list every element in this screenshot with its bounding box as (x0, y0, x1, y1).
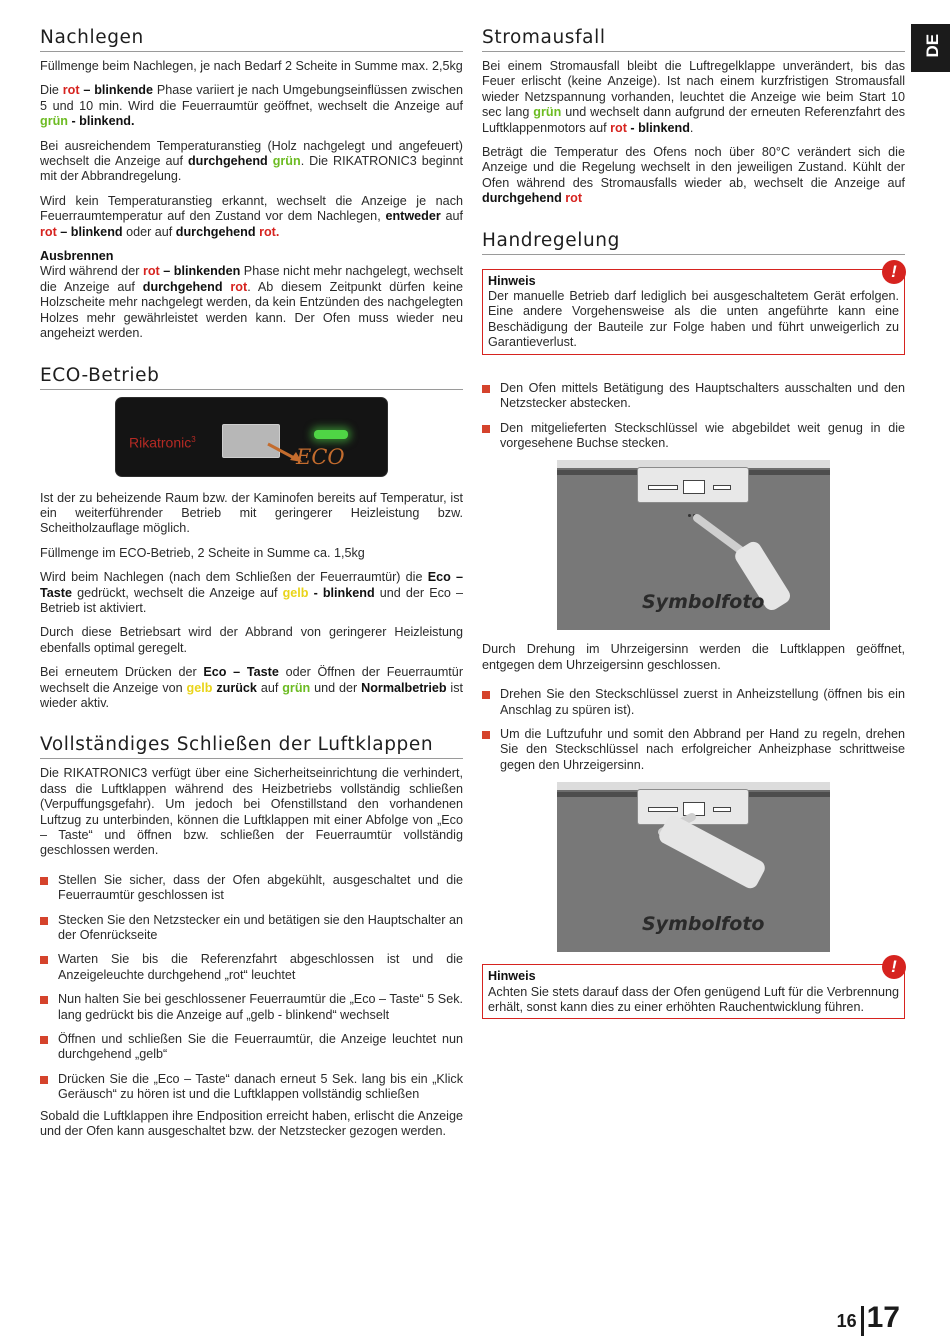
status-led (314, 430, 348, 439)
heading-eco: ECO-Betrieb (40, 364, 463, 390)
eco-label: ECO (296, 444, 345, 469)
key-turned-photo (557, 782, 830, 952)
subheading-ausbrennen: Ausbrennen (40, 249, 114, 264)
hand-steps-1 (482, 381, 905, 452)
right-column (482, 26, 905, 1033)
heading-handregelung: Handregelung (482, 229, 905, 255)
eco-p1: Ist der zu beheizende Raum bzw. der Kaminofen bereits auf Temperatur, ist ein weiterführender Betrieb mit geringerer Heizleistung bzw. Scheitholzauflage möglich. (40, 490, 463, 536)
hint-title: Hinweis (488, 969, 536, 984)
warning-icon: ! (882, 260, 906, 284)
eco-p5: Bei erneutem Drücken der Eco – Taste oder Öffnen der Feuerraumtür wechselt die Anzeige von gelb zurück auf grün und der Normalbetrieb ist wieder aktiv. (40, 665, 464, 710)
luftklappen-p1: Die RIKATRONIC3 verfügt über eine Sicherheitseinrichtung die verhindert, dass die Luftklappen während des Heizbetriebs vollständig schließen (Verpuffungsgefahr). Um jedoch bei Ofenstillstand den vorhandenen Luftzug zu unterbinden, können die Luftklappen mit einer Abfolge von „Eco – Taste“ und öffnen bzw. schließen der Feuerraumtür vollständig geschlossen werden. (40, 766, 463, 858)
hand-steps-2 (482, 687, 905, 773)
heading-stromausfall: Stromausfall (482, 26, 905, 52)
list-item: Um die Luftzufuhr und somit den Abbrand per Hand zu regeln, drehen Sie den Steckschlüssel nach erfolgreicher Anheizphase schrittweise gegen den Uhrzeigersinn. (482, 727, 905, 773)
eco-p2: Füllmenge im ECO-Betrieb, 2 Scheite in Summe ca. 1,5kg (40, 545, 365, 560)
list-item: Öffnen und schließen Sie die Feuerraumtür, die Anzeige leuchtet nun durchgehend „gelb“ (40, 1032, 463, 1063)
heading-nachlegen: Nachlegen (40, 26, 463, 52)
photo-label: Symbolfoto (642, 590, 765, 613)
eco-p3: Wird beim Nachlegen (nach dem Schließen der Feuerraumtür) die Eco – Taste gedrückt, wechselt die Anzeige auf gelb - blinkend und der Eco – Betrieb ist aktiviert. (40, 570, 464, 615)
warning-icon: ! (882, 955, 906, 979)
photo-label: Symbolfoto (642, 912, 765, 935)
nachlegen-p1: Füllmenge beim Nachlegen, je nach Bedarf 2 Scheite in Summe max. 2,5kg (40, 59, 463, 73)
list-item: Drehen Sie den Steckschlüssel zuerst in Anheizstellung (öffnen bis ein Anschlag zu spüren ist). (482, 687, 905, 718)
hint-box (482, 261, 905, 355)
hint-text: Der manuelle Betrieb darf lediglich bei ausgeschaltetem Gerät erfolgen. Eine andere Vorgehensweise als die unten angeführte kann eine Beschädigung der Bauteile zur Folge haben und führt unweigerlich zu Garantieverlust. (488, 289, 899, 350)
list-item: Den Ofen mittels Betätigung des Hauptschalters ausschalten und den Netzstecker abstecken. (482, 381, 905, 412)
list-item: Stecken Sie den Netzstecker ein und betätigen sie den Hauptschalter an der Ofenrückseite (40, 913, 463, 944)
list-item: Den mitgelieferten Steckschlüssel wie abgebildet weit genug in die vorgesehene Buchse stecken. (482, 421, 905, 452)
hint-box (482, 957, 905, 1019)
list-item: Nun halten Sie bei geschlossener Feuerraumtür die „Eco – Taste“ 5 Sek. lang gedrückt bis die Anzeige auf „gelb - blinkend“ wechselt (40, 992, 463, 1023)
hint-text: Achten Sie stets darauf dass der Ofen genügend Luft für die Verbrennung erhält, sonst kann dies zu einer erhöhten Rauchentwicklung führen. (488, 984, 899, 1014)
luftklappen-steps (40, 873, 463, 1103)
left-column (40, 26, 463, 1149)
page-number: 16 17 (836, 1301, 900, 1334)
hand-p1: Durch Drehung im Uhrzeigersinn werden die Luftklappen geöffnet, entgegen dem Uhrzeigersinn geschlossen. (482, 642, 905, 672)
nachlegen-p4: Wird kein Temperaturanstieg erkannt, wechselt die Anzeige je nach Feuerraumtemperatur auf den Zustand vor dem Nachlegen, entweder auf rot – blinkend oder auf durchgehend rot. (40, 193, 463, 239)
eco-p4: Durch diese Betriebsart wird der Abbrand von geringerer Heizleistung ebenfalls optimal geregelt. (40, 625, 463, 655)
nachlegen-p3: Bei ausreichendem Temperaturanstieg (Holz nachgelegt und angefeuert) wechselt die Anzeige auf durchgehend grün. Die RIKATRONIC3 beginnt mit der Abbrandregelung. (40, 138, 464, 184)
language-tab: DE (911, 24, 950, 72)
heading-luftklappen: Vollständiges Schließen der Luftklappen (40, 733, 463, 759)
list-item: Warten Sie bis die Referenzfahrt abgeschlossen ist und die Anzeigeleuchte durchgehend „rot“ leuchtet (40, 952, 463, 983)
ausbrennen-p: Wird während der rot – blinkenden Phase nicht mehr nachgelegt, wechselt die Anzeige auf durchgehend rot. Ab diesem Zeitpunkt dürfen keine Holzscheite mehr nachgelegt werden, da kein Entzünden des nachgelegten Holzes mehr gewährleistet werden kann. Der Ofen muss wieder neu angeheizt werden. (40, 264, 463, 341)
strom-p2: Beträgt die Temperatur des Ofens noch über 80°C verändert sich die Anzeige und die Regelung wechselt in den jeweiligen Zustand. Kühlt der Ofen während des Stromausfalls wieder ab, wechselt die Anzeige auf durchgehend rot (482, 145, 905, 206)
key-insert-photo (557, 460, 830, 630)
hint-title: Hinweis (488, 273, 536, 288)
list-item: Drücken Sie die „Eco – Taste“ danach erneut 5 Sek. lang bis ein „Klick Geräusch“ zu hören ist und die Luftklappen vollständig schließen (40, 1072, 463, 1103)
list-item: Stellen Sie sicher, dass der Ofen abgekühlt, ausgeschaltet und die Feuerraumtür geschlossen ist (40, 873, 463, 904)
nachlegen-p2: Die rot – blinkende Phase variiert je nach Umgebungseinflüssen zwischen 5 und 10 min. Wird die Feuerraumtür geöffnet, wechselt die Anzeige auf grün - blinkend. (40, 83, 463, 129)
eco-control-panel-image (115, 397, 388, 477)
panel-brand: Rikatronic$^3$ (129, 434, 196, 451)
luftklappen-p2: Sobald die Luftklappen ihre Endposition erreicht haben, erlischt die Anzeige und der Ofen kann ausgeschaltet bzw. der Netzstecker gezogen werden. (40, 1108, 463, 1139)
strom-p1: Bei einem Stromausfall bleibt die Luftregelklappe unverändert, bis das Feuer erlischt (keine Anzeige). Ist nach einem kurzfristigen Stromausfall wieder Netzspannung vorhanden, leuchtet die Anzeige wie beim Start 10 sec lang grün und wechselt dann aufgrund der erneuten Referenzfahrt des Luftklappenmotors auf rot - blinkend. (482, 59, 905, 135)
